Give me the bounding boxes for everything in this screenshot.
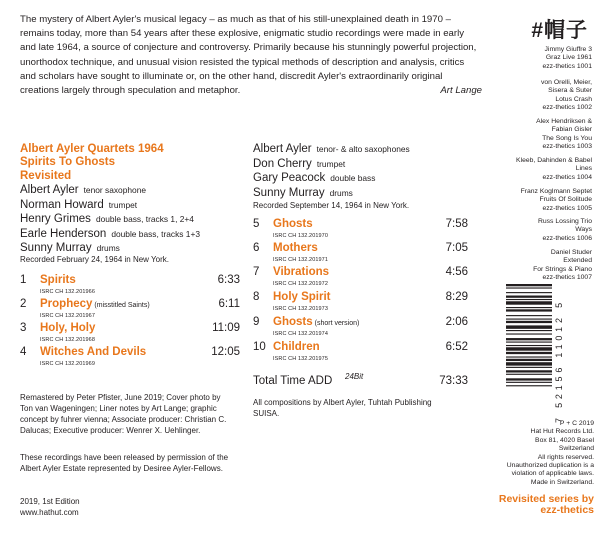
- production-credits: Remastered by Peter Pfister, June 2019; Cover photo by Ton van Wageningen; Liner notes by Art Lange; graphic concept by fuhrer vienna; Associate producer: Christian C. Dalucas; Executive producer: Wenrer X. Uehlinger.: [20, 393, 227, 435]
- total-time: [253, 372, 468, 387]
- lineup-session-2: [253, 142, 473, 200]
- musician-name: Henry Grimes: [20, 213, 91, 225]
- barcode-number-text: 7 52156 11012 5: [554, 299, 564, 423]
- barcode-bar: [506, 284, 552, 286]
- musician-role: drums: [329, 187, 353, 198]
- musician-name: Earle Henderson: [20, 227, 107, 240]
- track-item: [253, 266, 468, 290]
- track-number: 4: [20, 346, 27, 358]
- barcode-bar: [506, 299, 552, 300]
- barcode-bar: [506, 342, 552, 343]
- track-title-text: Witches And Devils: [40, 346, 147, 358]
- catalog-entry: [482, 79, 592, 113]
- track-item: [253, 242, 468, 266]
- track-title-text: Holy Spirit: [273, 291, 331, 303]
- musician-name: Albert Ayler: [20, 184, 79, 196]
- musician-name: Don Cherry: [253, 157, 312, 170]
- musician: [20, 227, 240, 242]
- barcode-bar: [506, 359, 552, 361]
- barcode-bar: [506, 321, 552, 323]
- track-item: [253, 218, 468, 242]
- liner-notes-intro: [20, 13, 482, 98]
- copyright-line: Made in Switzerland.: [530, 478, 594, 486]
- barcode-bar: [506, 378, 552, 380]
- barcode-bar: [506, 370, 552, 372]
- musician: [253, 157, 473, 172]
- recorded-date-1: Recorded February 24, 1964 in New York.: [20, 255, 169, 264]
- copyright-line: Box 81, 4020 Basel: [535, 436, 594, 444]
- intro-text: The mystery of Albert Ayler's musical legacy – as much as that of his still-unexplained death in 1970 – remains today, more than 54 years after these explosive, enigmatic studio recordings were made in early and late 1964, a source of conjecture and controversy. Primarily because his stunningly powerful projection, unorthodox technique, and unusual vision resisted the typical methods of description and analysis, critics and scholars have sought to illuminate or, on the other hand, discredit Ayler's extraordinarily original creations largely through speculation and metaphor.: [20, 14, 477, 97]
- track-item: [20, 346, 240, 370]
- track-title: [40, 274, 78, 286]
- track-title: [273, 341, 322, 353]
- musician-name: Sunny Murray: [20, 242, 92, 254]
- catalog-line: ezz-thetics 1007: [542, 274, 592, 282]
- catalog-line: The Song Is You: [542, 134, 592, 142]
- track-isrc: ISRC CH 132.201969: [40, 361, 95, 367]
- track-number: 9: [253, 316, 260, 328]
- track-number: 7: [253, 266, 260, 278]
- barcode-bar: [506, 301, 552, 304]
- track-isrc: ISRC CH 132.201975: [273, 356, 328, 362]
- musician: [20, 198, 240, 213]
- track-title-text: Ghosts: [273, 218, 313, 230]
- track-number: 8: [253, 291, 260, 303]
- barcode-number: [554, 281, 568, 423]
- recorded-date-2: Recorded September 14, 1964 in New York.: [253, 201, 410, 210]
- track-number: 2: [20, 298, 27, 310]
- catalog-entry: [482, 157, 592, 182]
- musician: [20, 183, 240, 198]
- track-number: 3: [20, 322, 27, 334]
- intro-author: Art Lange: [440, 85, 482, 97]
- catalog-line: Fabian Gisler: [551, 126, 592, 134]
- catalog-line: Sisera & Suter: [548, 87, 592, 95]
- track-number: 5: [253, 218, 260, 230]
- track-isrc: ISRC CH 132.201973: [273, 306, 328, 312]
- track-title-text: Spirits: [40, 274, 76, 286]
- catalog-entry: [482, 118, 592, 152]
- track-item: [253, 316, 468, 340]
- barcode-bar: [506, 345, 552, 346]
- catalog-entry: [482, 218, 592, 243]
- barcode-bar: [506, 382, 552, 383]
- track-item: [20, 274, 240, 298]
- permission-note: These recordings have been released by permission of the Albert Ayler Estate represented by Desiree Ayler-Fellows.: [20, 453, 229, 473]
- barcode-bar: [506, 309, 552, 311]
- website-link[interactable]: www.hathut.com: [20, 508, 79, 517]
- album-title-line3: Revisited: [20, 169, 72, 182]
- catalog-entry: [482, 46, 592, 71]
- barcode-bar: [506, 296, 552, 298]
- track-title: [273, 242, 320, 254]
- track-title: [273, 316, 359, 328]
- catalog-line: ezz-thetics 1001: [542, 62, 592, 70]
- barcode-bar: [506, 356, 552, 357]
- track-title: [40, 346, 148, 358]
- album-title-line1: Albert Ayler Quartets 1964: [20, 143, 164, 155]
- barcode-bar: [506, 292, 552, 293]
- track-isrc: ISRC CH 132.201974: [273, 331, 328, 337]
- album-title: [20, 143, 230, 183]
- barcode-bar: [506, 307, 552, 308]
- musician: [20, 212, 240, 227]
- catalog-line: ezz-thetics 1006: [542, 234, 592, 242]
- musician-role: double bass, tracks 1+3: [111, 228, 201, 239]
- track-duration: 6:11: [218, 298, 240, 310]
- copyright-block: [484, 420, 594, 487]
- catalog-line: Kleeb, Dahinden & Babel: [516, 157, 592, 164]
- catalog-line: ezz-thetics 1005: [542, 204, 592, 212]
- musician-role: tenor- & alto saxophones: [316, 144, 410, 154]
- catalog-line: ezz-thetics 1002: [542, 104, 592, 112]
- track-subtitle: (short version): [314, 320, 360, 327]
- barcode-bar: [506, 319, 552, 320]
- barcode-bar: [506, 338, 552, 340]
- track-duration: 2:06: [445, 316, 468, 328]
- track-duration: 11:09: [212, 322, 240, 334]
- barcode-bar: [506, 352, 552, 354]
- copyright-line: violation of applicable laws.: [511, 470, 594, 478]
- track-item: [20, 322, 240, 346]
- copyright-line: P + C 2019: [559, 420, 594, 427]
- track-number: 10: [253, 341, 266, 353]
- track-duration: 6:33: [217, 274, 240, 286]
- copyright-line: Switzerland: [558, 445, 594, 453]
- catalog-line: Lotus Crash: [555, 95, 592, 103]
- musician-role: trumpet: [108, 199, 138, 210]
- track-title: [273, 218, 315, 230]
- track-isrc: ISRC CH 132.201966: [40, 289, 95, 295]
- catalog-line: Ways: [575, 226, 592, 234]
- catalog-line: von Orelli, Meier,: [541, 79, 592, 86]
- barcode: [506, 282, 552, 422]
- musician: [253, 142, 473, 157]
- track-title-text: Children: [273, 341, 320, 353]
- catalog-line: Jimmy Giuffre 3: [544, 46, 592, 53]
- track-isrc: ISRC CH 132.201967: [40, 313, 95, 319]
- copyright-line: All rights reserved.: [537, 453, 594, 461]
- track-number: 1: [20, 274, 27, 286]
- musician-name: Norman Howard: [20, 198, 104, 211]
- barcode-bar: [506, 315, 552, 316]
- musician-name: Gary Peacock: [253, 172, 326, 184]
- series-line2: ezz-thetics: [540, 504, 594, 516]
- track-title: [273, 266, 331, 278]
- barcode-bar: [506, 374, 552, 375]
- track-duration: 6:52: [445, 341, 468, 353]
- track-title-text: Vibrations: [273, 266, 330, 278]
- musician-name: Sunny Murray: [253, 186, 325, 199]
- track-title-text: Holy, Holy: [40, 322, 96, 334]
- musician-role: tenor saxophone: [83, 185, 147, 195]
- track-title: [40, 298, 150, 310]
- edition: 2019, 1st Edition: [20, 497, 80, 506]
- track-isrc: ISRC CH 132.201968: [40, 337, 95, 343]
- compositions-credit: All compositions by Albert Ayler, Tuhtah Publishing SUISA.: [253, 398, 432, 418]
- catalog-line: Lines: [575, 165, 592, 173]
- track-title: [273, 291, 333, 303]
- musician: [253, 186, 473, 201]
- copyright-line: Hat Hut Records Ltd.: [530, 428, 594, 436]
- track-isrc: ISRC CH 132.201972: [273, 281, 328, 287]
- track-duration: 12:05: [211, 346, 240, 358]
- catalog-line: Russ Lossing Trio: [537, 218, 592, 225]
- musician-role: double bass, tracks 1, 2+4: [95, 214, 194, 224]
- barcode-bar: [506, 385, 552, 386]
- track-number: 6: [253, 242, 260, 254]
- barcode-bar: [506, 347, 552, 350]
- catalog-line: Fruits Of Solitude: [539, 196, 592, 204]
- track-duration: 7:58: [445, 218, 468, 230]
- barcode-bar: [506, 330, 552, 331]
- catalog-line: Franz Koglmann Septet: [520, 188, 592, 195]
- barcode-bar: [506, 287, 552, 288]
- track-item: [20, 298, 240, 322]
- musician-name: Albert Ayler: [253, 143, 312, 155]
- track-title: [40, 322, 97, 334]
- musician-role: double bass: [330, 173, 376, 183]
- track-title-text: Ghosts: [273, 316, 313, 328]
- catalog-line: Daniel Studer: [550, 249, 592, 256]
- album-title-line2: Spirits To Ghosts: [20, 156, 115, 169]
- bit-depth-badge: 24Bit: [345, 372, 364, 381]
- musician-role: trumpet: [316, 158, 346, 169]
- catalog-line: Alex Hendriksen &: [536, 118, 592, 125]
- track-title-text: Prophecy: [40, 298, 93, 310]
- track-subtitle: (misstitled Saints): [94, 302, 150, 309]
- musician-role: drums: [96, 243, 120, 253]
- series-line1: Revisited series by: [498, 493, 594, 505]
- track-isrc: ISRC CH 132.201971: [273, 257, 328, 263]
- track-title-text: Mothers: [273, 242, 318, 254]
- barcode-bar: [506, 325, 552, 328]
- total-time-duration: 73:33: [439, 375, 468, 387]
- track-item: [253, 341, 468, 365]
- edition-block: [20, 496, 235, 518]
- catalog-line: ezz-thetics 1003: [542, 143, 592, 151]
- barcode-bar: [506, 333, 552, 334]
- ezz-thetics-logo: #帽子: [531, 19, 588, 42]
- series-credit: [464, 494, 594, 516]
- catalog-entry: [482, 188, 592, 213]
- catalog-line: For Strings & Piano: [533, 265, 592, 273]
- musician: [253, 171, 473, 186]
- barcode-bar: [506, 362, 552, 365]
- track-item: [253, 291, 468, 315]
- track-isrc: ISRC CH 132.201970: [273, 233, 328, 239]
- catalog-line: Graz Live 1961: [545, 54, 592, 62]
- copyright-line: Unauthorized duplication is a: [506, 462, 594, 470]
- barcode-bar: [506, 367, 552, 368]
- catalog-entry: [482, 249, 592, 283]
- total-time-label: Total Time ADD: [253, 375, 333, 387]
- track-duration: 7:05: [445, 242, 468, 254]
- catalog-line: ezz-thetics 1004: [542, 173, 592, 181]
- lineup-session-1: [20, 183, 240, 256]
- track-duration: 8:29: [445, 291, 468, 303]
- catalog-line: Extended: [563, 257, 592, 265]
- track-duration: 4:56: [445, 266, 468, 278]
